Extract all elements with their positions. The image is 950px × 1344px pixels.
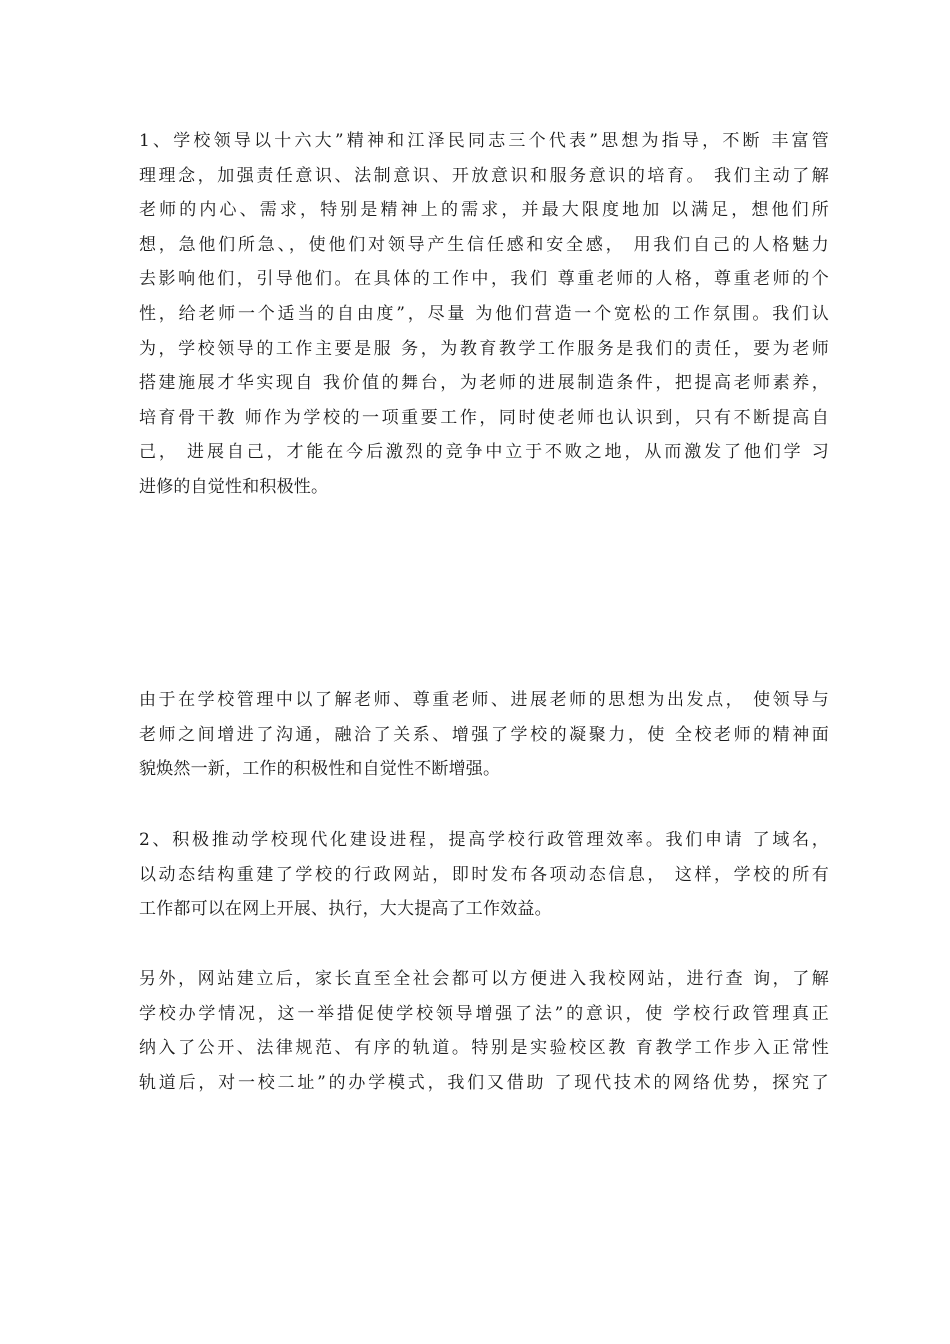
text-line: 去影响他们，引导他们。在具体的工作中，我们 尊重老师的人格，尊重老师的个 [139, 269, 829, 290]
text-line: 己， 进展自己，才能在今后激烈的竞争中立于不败之地，从而激发了他们学 习 [139, 442, 829, 463]
text-line: 以动态结构重建了学校的行政网站，即时发布各项动态信息， 这样，学校的所有 [139, 864, 829, 885]
text-line: 貌焕然一新，工作的积极性和自觉性不断增强。 [139, 759, 501, 780]
text-line: 轨道后，对一校二址”的办学模式，我们又借助 了现代技术的网络优势，探究了 [139, 1072, 829, 1093]
text-line: 2、积极推动学校现代化建设进程，提高学校行政管理效率。我们申请 了域名， [139, 830, 829, 850]
text-line: 想，急他们所急、，使他们对领导产生信任感和安全感， 用我们自己的人格魅力 [139, 234, 829, 255]
text-line: 1、学校领导以十六大”精神和江泽民同志三个代表”思想为指导，不断 丰富管 [139, 131, 829, 151]
text-line: 理理念，加强责任意识、法制意识、开放意识和服务意识的培育。 我们主动了解 [139, 165, 829, 186]
text-line: 搭建施展才华实现自 我价值的舞台，为老师的进展制造条件，把提高老师素养， [139, 373, 829, 394]
text-line: 为，学校领导的工作主要是服 务，为教育教学工作服务是我们的责任，要为老师 [139, 338, 829, 359]
text-line: 学校办学情况，这一举措促使学校领导增强了法”的意识，使 学校行政管理真正 [139, 1003, 829, 1024]
text-line: 进修的自觉性和积极性。 [139, 476, 329, 497]
text-line: 另外，网站建立后，家长直至全社会都可以方便进入我校网站，进行查 询，了解 [139, 969, 829, 989]
paragraph-1 [139, 124, 829, 505]
text-line: 老师之间增进了沟通，融洽了关系、增强了学校的凝聚力，使 全校老师的精神面 [139, 724, 829, 745]
text-line: 工作都可以在网上开展、执行，大大提高了工作效益。 [139, 899, 552, 920]
paragraph-4 [139, 962, 829, 1100]
paragraph-3 [139, 823, 829, 927]
text-line: 性，给老师一个适当的自由度”，尽量 为他们营造一个宽松的工作氛围。我们认 [139, 303, 829, 324]
text-line: 纳入了公开、法律规范、有序的轨道。特别是实验校区教 育教学工作步入正常性 [139, 1038, 829, 1059]
text-line: 由于在学校管理中以了解老师、尊重老师、进展老师的思想为出发点， 使领导与 [139, 690, 829, 710]
paragraph-2 [139, 683, 829, 787]
text-line: 老师的内心、需求，特别是精神上的需求，并最大限度地加 以满足，想他们所 [139, 200, 829, 221]
text-line: 培育骨干教 师作为学校的一项重要工作，同时使老师也认识到，只有不断提高自 [139, 407, 829, 428]
